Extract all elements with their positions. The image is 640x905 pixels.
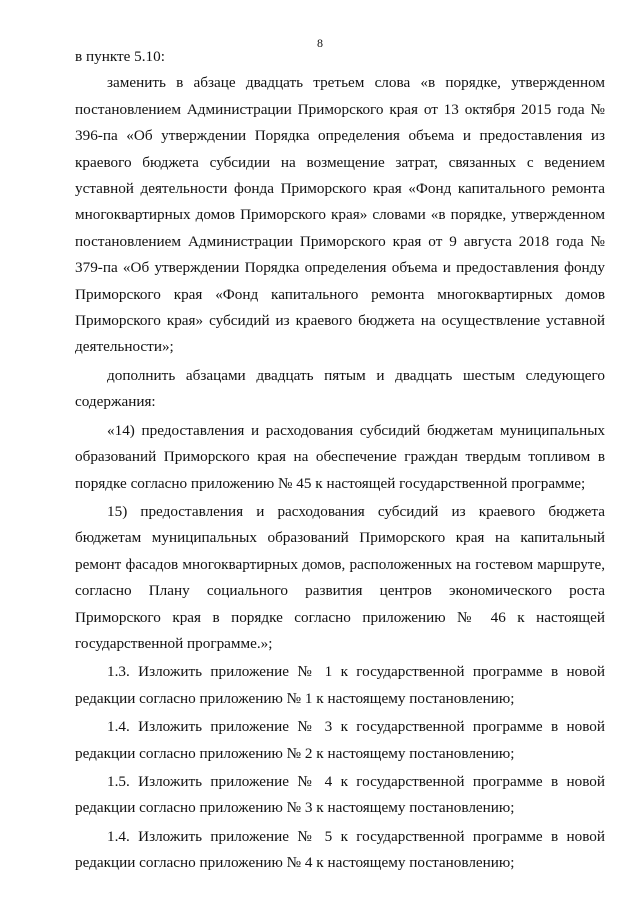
paragraph-point-5-10: в пункте 5.10:	[75, 48, 165, 65]
paragraph-add-abzats: дополнить абзацами двадцать пятым и двадцать шестым следующего содержания:	[75, 366, 605, 411]
paragraph-1-5: 1.5. Изложить приложение № 4 к государственной программе в новой редакции согласно приложению № 3 к настоящему постановлению;	[75, 772, 605, 817]
page-number: 8	[317, 36, 323, 50]
paragraph-item-15: 15) предоставления и расходования субсидий из краевого бюджета бюджетам муниципальных образований Приморского края на капитальный ремонт фасадов многоквартирных домов, расположенных на гостевом маршруте, согласно Плану социального развития центров экономического роста Приморского края в порядке согласно приложению № 46 к настоящей государственной программе.»;	[75, 502, 605, 652]
paragraph-1-3: 1.3. Изложить приложение № 1 к государственной программе в новой редакции согласно приложению № 1 к настоящему постановлению;	[75, 663, 605, 707]
paragraph-item-14: «14) предоставления и расходования субсидий бюджетам муниципальных образований Приморского края на обеспечение граждан твердым топливом в порядке согласно приложению № 45 к настоящей государственной программе;	[75, 421, 605, 492]
paragraph-1-4-a: 1.4. Изложить приложение № 3 к государственной программе в новой редакции согласно приложению № 2 к настоящему постановлению;	[75, 718, 605, 762]
paragraph-1-4-b: 1.4. Изложить приложение № 5 к государственной программе в новой редакции согласно приложению № 4 к настоящему постановлению;	[75, 827, 605, 872]
document-body	[75, 44, 605, 877]
paragraph-replace-words: заменить в абзаце двадцать третьем слова «в порядке, утвержденном постановлением Администрации Приморского края от 13 октября 2015 года № 396-па «Об утверждении Порядка определения объема и предоставления из краевого бюджета субсидии на возмещение затрат, связанных с ведением уставной деятельности фонда Приморского края «Фонд капитального ремонта многоквартирных домов Приморского края» словами «в порядке, утвержденном постановлением Администрации Приморского края от 9 августа 2018 года № 379-па «Об утверждении Порядка определения объема и предоставления фонду Приморского края «Фонд капитального ремонта многоквартирных домов Приморского края» субсидий из краевого бюджета на осуществление уставной деятельности»;	[75, 74, 605, 356]
